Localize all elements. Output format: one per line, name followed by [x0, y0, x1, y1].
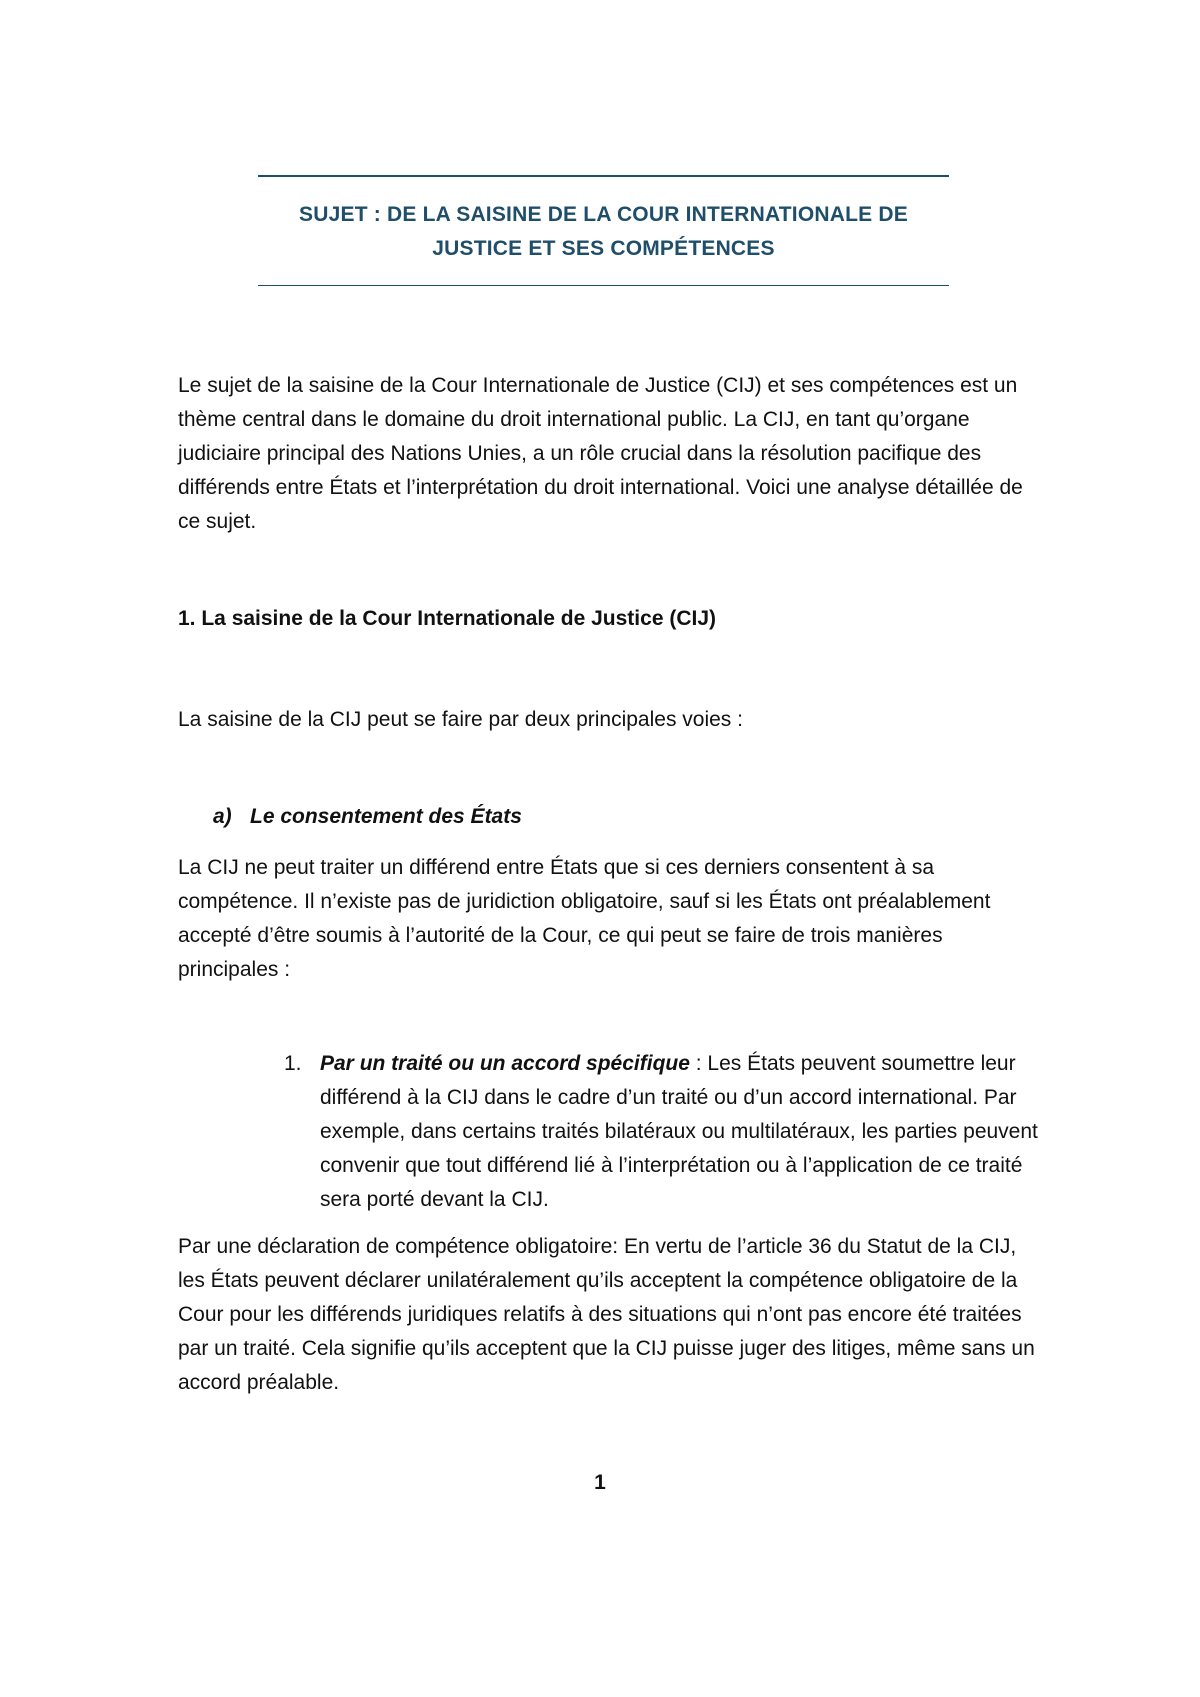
title-bottom-rule [258, 285, 949, 286]
intro-paragraph: Le sujet de la saisine de la Cour Internationale de Justice (CIJ) et ses compétences est un thème central dans le domaine du droit international public. La CIJ, en tant qu’organe judiciaire principal des Nations Unies, a un rôle crucial dans la résolution pacifique des différends entre États et l’interprétation du droit international. Voici une analyse détaillée de ce sujet. [178, 374, 1023, 533]
list-item-number: 1. [284, 1052, 302, 1075]
consent-paragraph: La CIJ ne peut traiter un différend entre États que si ces derniers consentent à sa compétence. Il n’existe pas de juridiction obligatoire, sauf si les États ont préalablement accepté d’être soumis à l’autorité de la Cour, ce qui peut se faire de trois manières principales : [178, 856, 991, 981]
section-1-heading: 1. La saisine de la Cour Internationale de Justice (CIJ) [178, 607, 716, 630]
page-number: 1 [594, 1471, 606, 1494]
subsection-a-heading [213, 800, 522, 834]
list-item-text: : Les États peuvent soumettre leur différend à la CIJ dans le cadre d’un traité ou d’un accord international. Par exemple, dans certains traités bilatéraux ou multilatéraux, les parties peuvent convenir que tout différend lié à l’interprétation ou à l’application de ce traité sera porté devant la CIJ. [320, 1052, 1038, 1211]
title-line-2: JUSTICE ET SES COMPÉTENCES [432, 237, 775, 260]
title-line-1: SUJET : DE LA SAISINE DE LA COUR INTERNATIONALE DE [299, 203, 908, 226]
document-title [258, 198, 949, 266]
declaration-paragraph: Par une déclaration de compétence obligatoire: En vertu de l’article 36 du Statut de la CIJ, les États peuvent déclarer unilatéralement qu’ils acceptent la compétence obligatoire de la Cour pour les différends juridiques relatifs à des situations qui n’ont pas encore été traitées par un traité. Cela signifie qu’ils acceptent que la CIJ puisse juger des litiges, même sans un accord préalable. [178, 1235, 1035, 1394]
title-top-rule [258, 175, 949, 177]
section-1-intro: La saisine de la CIJ peut se faire par deux principales voies : [178, 708, 743, 731]
list-item-lead: Par un traité ou un accord spécifique [320, 1052, 690, 1075]
subsection-a-title: Le consentement des États [250, 805, 522, 828]
list-item-body [320, 1047, 1044, 1217]
subsection-a-marker: a) [213, 805, 232, 828]
list-item [284, 1047, 1044, 1217]
